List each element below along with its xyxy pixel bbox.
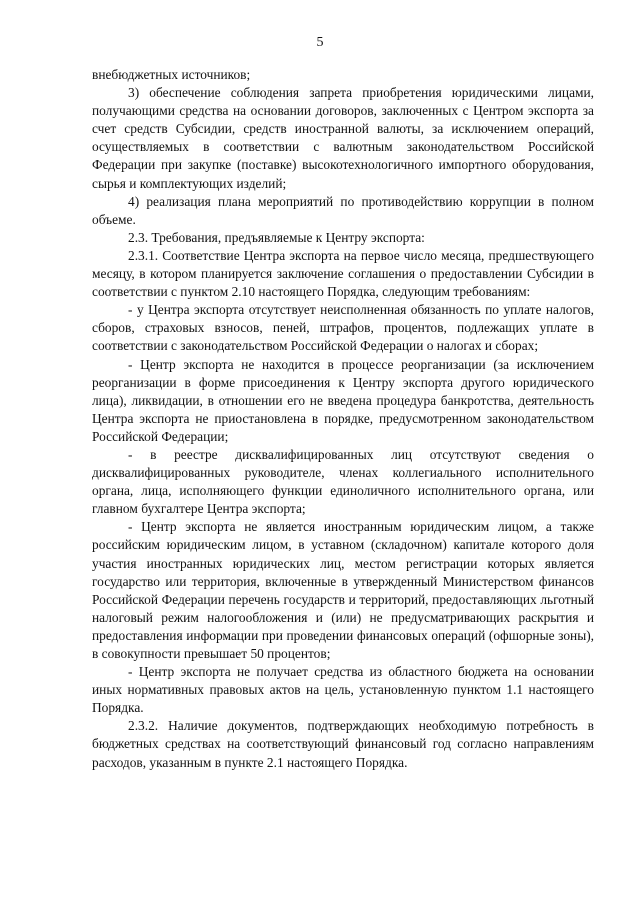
page-number: 5: [316, 35, 324, 50]
requirement-taxes: - у Центра экспорта отсутствует неисполненная обязанность по уплате налогов, сборов, страховых взносов, пеней, штрафов, процентов, подлежащих уплате в соответствии с законодательством Российской Федерации о налогах и сборах;: [92, 302, 594, 354]
document-body: [92, 66, 594, 772]
requirement-no-other-funds: - Центр экспорта не получает средства из областного бюджета на основании иных нормативных правовых актов на цель, установленную пунктом 1.1 настоящего Порядка.: [92, 664, 594, 716]
paragraph-2-3-1: 2.3.1. Соответствие Центра экспорта на первое число месяца, предшествующего месяцу, в котором планируется заключение соглашения о предоставлении Субсидии в соответствии с пунктом 2.10 настоящего Порядка, следующим требованиям:: [92, 247, 594, 300]
requirement-reorganization: - Центр экспорта не находится в процессе реорганизации (за исключением реорганизации в форме присоединения к Центру экспорта другого юридического лица), ликвидации, в отношении его не введена процедура банкротства, деятельность Центра экспорта не приостановлена в порядке, предусмотренном законодательством Российской Федерации;: [92, 356, 594, 444]
paragraph-continuation: внебюджетных источников;: [92, 67, 251, 82]
paragraph-item-3: 3) обеспечение соблюдения запрета приобретения юридическими лицами, получающими средства на основании договоров, заключенных с Центром экспорта за счет средств Субсидии, средств иностранной валюты, за исключением операций, осуществляемых в соответствии с валютным законодательством Российской Федерации при закупке (поставке) высокотехнологичного импортного оборудования, сырья и комплектующих изделий;: [92, 85, 594, 191]
paragraph-item-4: 4) реализация плана мероприятий по противодействию коррупции в полном объеме.: [92, 193, 594, 227]
requirement-disqualified: - в реестре дисквалифицированных лиц отсутствуют сведения о дисквалифицированных руководителе, членах коллегиального исполнительного органа, лица, исполняющего функции единоличного исполнительного органа, или главном бухгалтере Центра экспорта;: [92, 446, 594, 517]
paragraph-2-3-2: 2.3.2. Наличие документов, подтверждающих необходимую потребность в бюджетных средствах на соответствующий финансовый год согласно направлениям расходов, указанным в пункте 2.1 настоящего Порядка.: [92, 718, 594, 770]
section-heading-2-3: 2.3. Требования, предъявляемые к Центру экспорта:: [128, 229, 425, 245]
requirement-foreign-entity: - Центр экспорта не является иностранным юридическим лицом, а также российским юридическим лицом, в уставном (складочном) капитале которого доля участия иностранных юридических лиц, местом регистрации которых является государство или территория, включенные в утвержденный Министерством финансов Российской Федерации перечень государств и территорий, предоставляющих льготный налоговый режим налогообложения и (или) не предусматривающих раскрытия и предоставления информации при проведении финансовых операций (офшорные зоны), в совокупности превышает 50 процентов;: [92, 519, 594, 661]
